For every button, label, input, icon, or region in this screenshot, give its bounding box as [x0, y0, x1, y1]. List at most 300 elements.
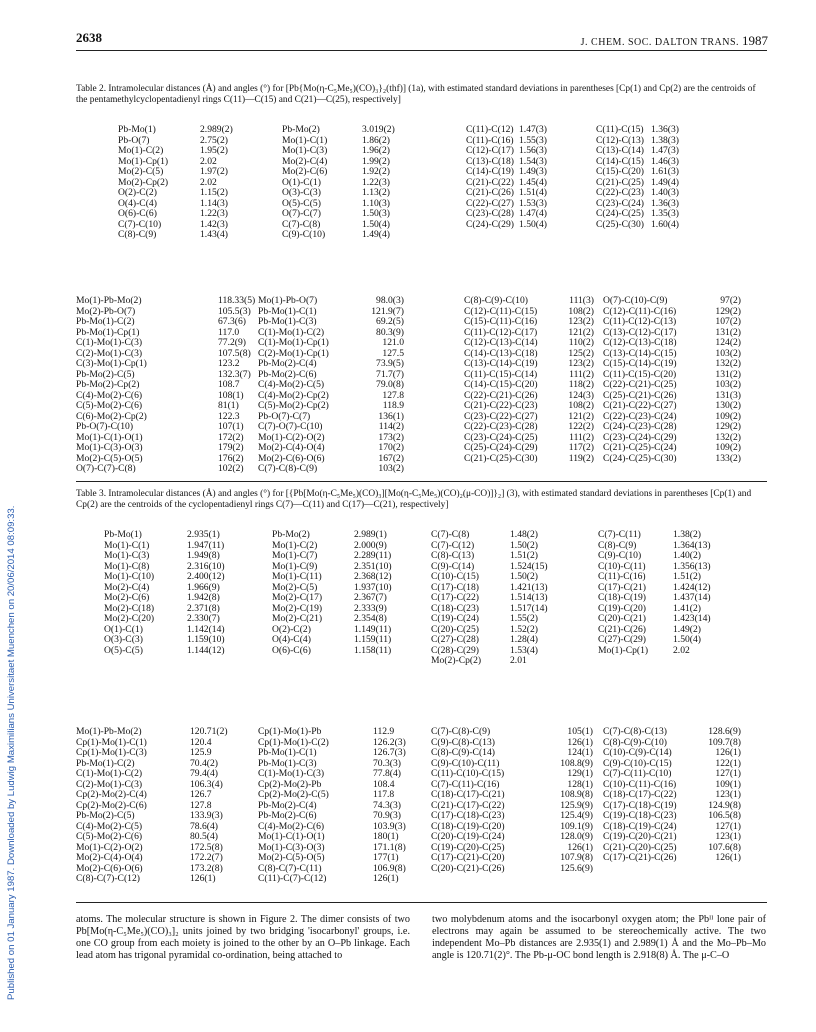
t3-angle-label: C(8)-C(9)-C(10) — [603, 736, 667, 748]
t2-dist-label: C(22)-C(27) — [466, 197, 514, 209]
t2-dist-value: 1.61(3) — [651, 166, 679, 177]
t2-angle-value: 167(2) — [378, 452, 404, 464]
t2-angle-value: 118.9 — [382, 400, 404, 411]
t2-angle-value: 98.0(3) — [376, 295, 404, 306]
t2-dist-label: O(4)-C(4) — [118, 197, 157, 209]
t3-angle-label: Pb-Mo(1)-C(3) — [258, 757, 317, 769]
t2-angle-label: Mo(1)-C(2)-O(2) — [258, 431, 325, 443]
t2-angle-value: 103(2) — [715, 347, 741, 359]
t3-dist-value: 1.158(11) — [354, 644, 392, 656]
t3-angle-label: C(10)-C(11)-C(16) — [603, 778, 677, 790]
t3-angle-value: 107.9(8) — [560, 852, 593, 863]
t2-dist-label: C(24)-C(29) — [466, 218, 514, 230]
t3-dist-label: O(2)-C(2) — [272, 623, 311, 635]
t2-angle-value: 119(2) — [568, 452, 594, 464]
t3-dist-label: Mo(1)-C(1) — [104, 539, 150, 551]
t3-angle-value: 128.0(9) — [560, 831, 593, 842]
t2-dist-value: 1.96(2) — [362, 145, 390, 156]
t3-dist-value: 1.49(2) — [673, 623, 701, 635]
t2-dist-value: 1.92(2) — [362, 166, 390, 177]
t3-dist-value: 1.53(4) — [510, 644, 538, 656]
t3-dist-value: 1.947(11) — [187, 539, 225, 551]
t3-dist-value: 1.142(14) — [187, 623, 225, 635]
t2-dist-label: O(7)-C(7) — [282, 208, 321, 219]
t2-angle-value: 129(2) — [715, 305, 741, 317]
t2-angle-label: C(3)-Mo(1)-Cp(1) — [76, 358, 147, 369]
t3-dist-value: 1.28(4) — [510, 634, 538, 645]
t3-angle-value: 70.9(3) — [373, 810, 401, 821]
t3-dist-value: 1.40(2) — [673, 550, 701, 561]
t3-dist-label: Mo(1)-C(11) — [272, 571, 322, 582]
t2-dist-label: C(14)-C(15) — [596, 155, 644, 167]
t2-dist-value: 1.97(2) — [200, 166, 228, 177]
t2-dist-value: 1.49(4) — [362, 229, 390, 240]
t2-angle-label: Mo(1)-C(1)-O(1) — [76, 431, 143, 443]
t2-angle-label: C(11)-C(15)-C(20) — [603, 368, 677, 380]
t2-angle-label: Pb-Mo(1)-Cp(1) — [76, 326, 140, 338]
t3-angle-value: 126(1) — [715, 747, 741, 758]
t2-dist-label: Mo(2)-C(6) — [282, 166, 328, 177]
t2-angle-label: C(24)-C(25)-C(30) — [603, 452, 677, 464]
t2-angle-value: 114(2) — [378, 421, 404, 432]
t3-angle-value: 108.9(8) — [560, 789, 593, 800]
t2-dist-value: 1.45(4) — [519, 176, 547, 188]
t3-angle-label: C(18)-C(17)-C(21) — [431, 789, 505, 800]
t2-angle-value: 123(2) — [568, 358, 594, 369]
t2-dist-value: 1.36(3) — [651, 124, 679, 135]
t2-angle-label: C(24)-C(23)-C(28) — [603, 421, 677, 432]
journal-name: J. CHEM. SOC. DALTON TRANS. — [580, 37, 739, 48]
t2-dist-label: Mo(1)-C(3) — [282, 145, 328, 156]
t2-angle-value: 132(2) — [715, 431, 741, 443]
t3-dist-label: C(19)-C(20) — [598, 602, 646, 614]
t2-angle-value: 109(2) — [715, 442, 741, 453]
t2-angle-label: C(11)-C(12)-C(13) — [603, 316, 677, 327]
t2-dist-label: O(5)-C(5) — [282, 197, 321, 209]
t2-angle-value: 97(2) — [720, 295, 741, 306]
t3-angle-label: Mo(2)-C(4)-O(4) — [76, 852, 143, 863]
t2-dist-label: C(12)-C(13) — [596, 134, 644, 146]
t2-dist-value: 3.019(2) — [362, 124, 395, 135]
t3-dist-label: C(7)-C(12) — [431, 539, 475, 551]
t3-angle-value: 125.9 — [190, 747, 212, 758]
t2-angle-label: C(12)-C(11)-C(16) — [603, 305, 677, 317]
t3-angle-label: C(19)-C(20)-C(21) — [603, 831, 677, 842]
t3-angle-label: C(7)-C(8)-C(13) — [603, 726, 667, 737]
t2-angle-value: 71.7(7) — [376, 368, 404, 380]
t2-angle-value: 107.5(8) — [218, 347, 251, 359]
t3-dist-label: Mo(1)-Cp(1) — [598, 644, 649, 656]
t3-angle-label: C(17)-C(21)-C(26) — [603, 852, 677, 863]
t3-angle-label: C(8)-C(7)-C(11) — [258, 862, 322, 874]
t2-angle-label: C(15)-C(14)-C(19) — [603, 358, 677, 369]
t3-angle-label: Cp(1)-Mo(1)-C(1) — [76, 736, 147, 748]
t3-dist-label: Mo(1)-C(7) — [272, 550, 318, 561]
t3-angle-label: C(10)-C(9)-C(14) — [603, 747, 672, 758]
t2-angle-label: C(22)-C(21)-C(26) — [464, 389, 538, 401]
t2-dist-label: C(13)-C(18) — [466, 155, 514, 167]
t3-dist-label: C(7)-C(8) — [431, 529, 470, 540]
t2-angle-label: Mo(2)-C(4)-O(4) — [258, 442, 325, 453]
t3-dist-value: 1.517(14) — [510, 602, 548, 614]
t2-angle-label: C(13)-C(14)-C(15) — [603, 347, 677, 359]
t2-angle-value: 125(2) — [568, 347, 594, 359]
t2-angle-value: 121.0 — [382, 337, 404, 348]
t3-angle-value: 180(1) — [373, 831, 399, 842]
t2-angle-label: Pb-Mo(2)-C(6) — [258, 368, 317, 380]
t2-dist-label: C(12)-C(17) — [466, 145, 514, 156]
t3-dist-value: 1.421(13) — [510, 581, 548, 593]
t3-angle-value: 108.4 — [373, 778, 395, 790]
t2-dist-value: 1.22(3) — [200, 208, 228, 219]
t2-angle-label: Mo(1)-C(3)-O(3) — [76, 442, 143, 453]
t2-angle-value: 124(2) — [715, 337, 741, 348]
t3-dist-value: 1.437(14) — [673, 592, 711, 603]
t2-angle-value: 123(2) — [568, 316, 594, 327]
t2-angle-label: C(6)-Mo(2)-Cp(2) — [76, 410, 147, 422]
t3-angle-label: C(4)-Mo(2)-C(5) — [76, 820, 143, 832]
t2-dist-value: 1.42(3) — [200, 218, 228, 230]
t3-angle-label: Mo(2)-C(6)-O(6) — [76, 862, 143, 874]
t2-angle-label: C(7)-O(7)-C(10) — [258, 421, 323, 432]
t2-dist-label: C(11)-C(12) — [466, 124, 514, 135]
t3-angle-value: 79.4(4) — [190, 768, 218, 779]
t2-dist-value: 1.15(2) — [200, 187, 228, 198]
t3-dist-label: C(27)-C(29) — [598, 634, 646, 645]
t3-dist-value: 1.356(13) — [673, 560, 711, 572]
table2-bottom-rule — [76, 481, 767, 482]
t2-dist-value: 1.36(3) — [651, 197, 679, 209]
t3-angle-value: 80.5(4) — [190, 831, 218, 842]
t3-angle-value: 123(1) — [715, 831, 741, 842]
t3-dist-value: 1.38(2) — [673, 529, 701, 540]
t2-angle-label: Pb-Mo(2)-C(4) — [258, 358, 317, 369]
t3-dist-value: 2.935(1) — [187, 529, 220, 540]
t2-dist-value: 1.14(3) — [200, 197, 228, 209]
t3-dist-label: Mo(2)-C(18) — [104, 602, 155, 614]
t3-angle-value: 171.1(8) — [373, 841, 406, 853]
t3-angle-label: C(11)-C(10)-C(15) — [431, 768, 505, 779]
t3-dist-label: C(10)-C(11) — [598, 560, 646, 572]
t3-dist-value: 1.52(2) — [510, 623, 538, 635]
t3-dist-label: Mo(2)-Cp(2) — [431, 655, 482, 666]
t3-angle-label: C(21)-C(17)-C(22) — [431, 799, 505, 811]
t2-angle-value: 77.2(9) — [218, 337, 246, 348]
t2-dist-label: O(2)-C(2) — [118, 187, 157, 198]
t3-angle-value: 103.9(3) — [373, 820, 406, 832]
t2-dist-label: C(21)-C(22) — [466, 176, 514, 188]
t3-angle-value: 122(1) — [715, 757, 741, 769]
t2-dist-label: Pb-O(7) — [118, 134, 150, 146]
t2-angle-value: 73.9(5) — [376, 358, 404, 369]
t2-dist-label: C(15)-C(20) — [596, 166, 644, 177]
t2-angle-value: 108.7 — [218, 379, 240, 390]
t3-dist-value: 2.333(9) — [354, 602, 387, 614]
t2-angle-label: C(12)-C(11)-C(15) — [464, 305, 538, 317]
t2-angle-label: C(13)-C(12)-C(17) — [603, 326, 677, 338]
t3-dist-value: 1.423(14) — [673, 613, 711, 624]
t2-angle-label: C(14)-C(13)-C(18) — [464, 347, 538, 359]
t3-angle-label: C(18)-C(19)-C(20) — [431, 820, 505, 832]
t2-dist-label: C(25)-C(30) — [596, 218, 644, 230]
t3-dist-value: 2.289(11) — [354, 550, 392, 561]
t3-dist-value: 2.371(8) — [187, 602, 220, 614]
t2-dist-value: 2.989(2) — [200, 124, 233, 135]
t2-angle-label: C(23)-C(22)-C(27) — [464, 410, 538, 422]
t3-angle-value: 172.5(8) — [190, 841, 223, 853]
t2-angle-value: 124(3) — [568, 389, 594, 401]
t3-angle-label: C(19)-C(18)-C(23) — [603, 810, 677, 821]
t2-angle-label: C(21)-C(22)-C(23) — [464, 400, 538, 411]
t2-dist-value: 1.38(3) — [651, 134, 679, 146]
t2-dist-label: C(13)-C(14) — [596, 145, 644, 156]
t3-angle-value: 70.3(3) — [373, 757, 401, 769]
t2-dist-label: Mo(1)-Cp(1) — [118, 155, 169, 167]
t3-angle-label: Cp(1)-Mo(1)-C(3) — [76, 747, 147, 758]
t3-dist-label: Mo(2)-C(4) — [104, 581, 150, 593]
t3-dist-value: 1.50(2) — [510, 571, 538, 582]
t2-angle-label: C(11)-C(12)-C(17) — [464, 326, 538, 338]
t3-angle-label: C(7)-C(11)-C(16) — [431, 778, 500, 790]
t2-angle-value: 121.9(7) — [371, 305, 404, 317]
t2-dist-value: 2.02 — [200, 155, 217, 167]
t2-angle-value: 109(2) — [715, 410, 741, 422]
t2-dist-label: C(21)-C(26) — [466, 187, 514, 198]
t2-angle-value: 122(2) — [568, 421, 594, 432]
t3-angle-value: 112.9 — [373, 726, 395, 737]
t3-angle-label: Pb-Mo(1)-C(2) — [76, 757, 135, 769]
t2-angle-value: 108(2) — [568, 305, 594, 317]
t2-dist-value: 2.75(2) — [200, 134, 228, 146]
t3-angle-label: C(18)-C(19)-C(24) — [603, 820, 677, 832]
t2-angle-value: 103(2) — [378, 463, 404, 474]
t2-dist-label: Mo(2)-C(5) — [118, 166, 164, 177]
page-number: 2638 — [76, 30, 102, 45]
t2-angle-label: C(1)-Mo(1)-C(3) — [76, 337, 143, 348]
t2-angle-value: 118(2) — [568, 379, 594, 390]
t2-angle-label: Mo(2)-C(5)-O(5) — [76, 452, 143, 464]
t2-dist-label: O(6)-C(6) — [118, 208, 157, 219]
t3-angle-label: C(11)-C(7)-C(12) — [258, 873, 327, 884]
t3-angle-value: 108.8(9) — [560, 757, 593, 769]
t2-dist-value: 1.47(4) — [519, 208, 547, 219]
t3-dist-label: C(17)-C(21) — [598, 581, 646, 593]
t3-angle-value: 126.7 — [190, 789, 212, 800]
t2-dist-label: C(11)-C(15) — [596, 124, 644, 135]
t2-angle-value: 81(1) — [218, 400, 239, 411]
t3-angle-label: C(17)-C(18)-C(23) — [431, 810, 505, 821]
t3-dist-value: 2.000(9) — [354, 539, 387, 551]
t3-dist-value: 1.942(8) — [187, 592, 220, 603]
t2-angle-value: 105.5(3) — [218, 305, 251, 317]
t3-dist-label: Mo(2)-C(6) — [104, 592, 150, 603]
t3-dist-value: 1.524(15) — [510, 560, 548, 572]
t3-dist-label: C(18)-C(19) — [598, 592, 646, 603]
t2-angle-value: 170(2) — [378, 442, 404, 453]
download-notice[interactable]: Published on 01 January 1987. Downloaded by Ludwig Maximilians Universitaet Muenchen on 20/06/2014 08:09:33. — [6, 505, 17, 1000]
t3-angle-label: C(4)-Mo(2)-C(6) — [258, 820, 325, 832]
t2-dist-value: 1.54(3) — [519, 155, 547, 167]
t2-dist-value: 1.10(3) — [362, 197, 390, 209]
t2-dist-value: 1.50(3) — [362, 208, 390, 219]
t3-dist-label: O(6)-C(6) — [272, 644, 311, 656]
t3-dist-value: 1.41(2) — [673, 602, 701, 614]
body-text-left: atoms. The molecular structure is shown in Figure 2. The dimer consists of two Pb[Mo(η-C₅Me₅)(CO)₃]₂ units joined by two bridging 'isocarbonyl' groups, i.e. one CO group from each moiety is joined to the other by an O–Pb linkage. Each lead atom has trigonal pyramidal co-ordination, being attached to — [76, 914, 410, 961]
t3-angle-value: 129(1) — [567, 768, 593, 779]
t3-angle-value: 105(1) — [567, 726, 593, 737]
t3-angle-label: Cp(2)-Mo(2)-C(4) — [76, 789, 147, 800]
t3-dist-label: Mo(1)-C(3) — [104, 550, 150, 561]
t2-angle-label: C(22)-C(21)-C(25) — [603, 379, 677, 390]
journal-header — [581, 33, 768, 49]
t3-dist-label: C(17)-C(18) — [431, 581, 479, 593]
t2-angle-label: C(21)-C(25)-C(30) — [464, 452, 538, 464]
t3-dist-label: Mo(2)-C(20) — [104, 613, 155, 624]
t2-angle-label: Mo(2)-Pb-O(7) — [76, 305, 136, 317]
t2-dist-value: 1.56(3) — [519, 145, 547, 156]
t2-angle-label: Pb-Mo(2)-Cp(2) — [76, 379, 140, 390]
t3-dist-value: 2.354(8) — [354, 613, 387, 624]
t3-dist-label: C(19)-C(24) — [431, 613, 479, 624]
t2-dist-label: C(8)-C(9) — [118, 229, 157, 240]
t2-angle-value: 132.3(7) — [218, 368, 251, 380]
t3-angle-label: C(1)-Mo(1)-C(3) — [258, 768, 325, 779]
t2-angle-label: Pb-O(7)-C(10) — [76, 421, 134, 432]
t3-angle-value: 124(1) — [567, 747, 593, 758]
t3-dist-value: 1.144(12) — [187, 644, 225, 656]
t2-angle-label: C(22)-C(23)-C(24) — [603, 410, 677, 422]
table3-caption: Table 3. Intramolecular distances (Å) and angles (°) for [{Pb[Mo(η-C₅Me₅)(CO)₃][Mo(η-C₅Me₅)(CO)₂(μ-CO)]}₂] (3), with estimated standard deviations in parentheses [Cp(1) and Cp(2) are the centroids of the cyclopentadienyl rings C(7)—C(11) and C(17)—C(21), respectively] — [76, 489, 752, 510]
t3-angle-label: Pb-Mo(2)-C(4) — [258, 799, 317, 811]
t2-angle-value: 123.2 — [218, 358, 240, 369]
t2-dist-label: Pb-Mo(2) — [282, 124, 320, 135]
t3-dist-label: C(7)-C(11) — [598, 529, 641, 540]
t3-dist-label: C(11)-C(16) — [598, 571, 646, 582]
t2-angle-value: 103(2) — [715, 379, 741, 390]
t2-dist-label: C(9)-C(10) — [282, 229, 326, 240]
t3-dist-value: 2.316(10) — [187, 560, 225, 572]
t2-angle-value: 107(2) — [715, 316, 741, 327]
t3-angle-label: Mo(1)-C(2)-O(2) — [76, 841, 143, 853]
t2-angle-label: C(13)-C(14)-C(19) — [464, 358, 538, 369]
t2-dist-label: Mo(1)-C(2) — [118, 145, 164, 156]
t2-dist-value: 1.40(3) — [651, 187, 679, 198]
t3-angle-value: 126(1) — [373, 873, 399, 884]
t2-dist-value: 1.60(4) — [651, 218, 679, 230]
t3-angle-label: Mo(1)-C(3)-O(3) — [258, 841, 325, 853]
t3-angle-value: 74.3(3) — [373, 799, 401, 811]
t2-angle-label: C(14)-C(15)-C(20) — [464, 379, 538, 390]
t2-dist-label: C(22)-C(23) — [596, 187, 644, 198]
t3-dist-value: 1.55(2) — [510, 613, 538, 624]
t3-dist-value: 1.966(9) — [187, 581, 220, 593]
t3-dist-value: 2.989(1) — [354, 529, 387, 540]
t2-angle-label: Mo(2)-C(6)-O(6) — [258, 452, 325, 464]
t3-angle-value: 173.2(8) — [190, 862, 223, 874]
t3-angle-label: Cp(2)-Mo(2)-C(6) — [76, 799, 147, 811]
t2-angle-label: Mo(1)-Pb-O(7) — [258, 295, 318, 306]
t2-angle-label: C(7)-C(8)-C(9) — [258, 463, 318, 474]
t3-dist-label: Mo(2)-C(21) — [272, 613, 323, 624]
t3-angle-value: 78.6(4) — [190, 820, 218, 832]
t3-dist-label: Mo(2)-C(5) — [272, 581, 318, 593]
t3-dist-label: C(9)-C(14) — [431, 560, 475, 572]
t2-angle-value: 122.3 — [218, 410, 240, 422]
t2-angle-value: 133(2) — [715, 452, 741, 464]
t2-angle-label: Pb-Mo(1)-C(3) — [258, 316, 317, 327]
t3-angle-label: Mo(2)-C(5)-O(5) — [258, 852, 325, 863]
t3-dist-label: Mo(1)-C(8) — [104, 560, 150, 572]
t3-angle-value: 126(1) — [715, 852, 741, 863]
t3-dist-label: Pb-Mo(1) — [104, 529, 142, 540]
t2-angle-label: C(21)-C(25)-C(24) — [603, 442, 677, 453]
t3-dist-value: 1.50(4) — [673, 634, 701, 645]
t2-dist-label: O(3)-C(3) — [282, 187, 321, 198]
t3-angle-label: Pb-Mo(2)-C(5) — [76, 810, 135, 821]
t2-dist-label: Mo(2)-Cp(2) — [118, 176, 169, 188]
header-rule — [76, 50, 767, 51]
t3-angle-value: 126(1) — [567, 736, 593, 748]
t2-angle-value: 67.3(6) — [218, 316, 246, 327]
t2-dist-value: 1.50(4) — [519, 218, 547, 230]
t2-angle-label: C(1)-Mo(1)-C(2) — [258, 326, 325, 338]
t2-dist-value: 1.99(2) — [362, 155, 390, 167]
t3-angle-value: 125.6(9) — [560, 862, 593, 874]
t3-dist-value: 1.514(13) — [510, 592, 548, 603]
t3-angle-value: 117.8 — [373, 789, 395, 800]
t2-angle-value: 130(2) — [715, 400, 741, 411]
t2-dist-value: 1.51(4) — [519, 187, 547, 198]
t2-angle-label: C(4)-Mo(2)-Cp(2) — [258, 389, 329, 401]
t2-angle-label: Pb-O(7)-C(7) — [258, 410, 311, 422]
t2-angle-value: 80.3(9) — [376, 326, 404, 338]
t2-angle-value: 131(2) — [715, 326, 741, 338]
t3-angle-label: C(9)-C(10)-C(11) — [431, 757, 500, 769]
t3-angle-value: 124.9(8) — [708, 799, 741, 811]
t2-dist-value: 1.35(3) — [651, 208, 679, 219]
t2-angle-label: C(4)-Mo(2)-C(5) — [258, 379, 325, 390]
t3-dist-label: C(27)-C(28) — [431, 634, 479, 645]
t3-angle-value: 109(1) — [715, 778, 741, 790]
t3-angle-value: 125.9(9) — [560, 799, 593, 811]
t2-angle-label: Mo(1)-Pb-Mo(2) — [76, 295, 142, 306]
t2-dist-value: 1.13(2) — [362, 187, 390, 198]
t2-angle-label: C(23)-C(24)-C(25) — [464, 431, 538, 443]
t3-dist-value: 2.400(12) — [187, 571, 225, 582]
t3-dist-value: 2.351(10) — [354, 560, 392, 572]
t2-angle-label: O(7)-C(7)-C(8) — [76, 463, 136, 474]
t3-dist-value: 1.364(13) — [673, 539, 711, 551]
t3-angle-label: C(2)-Mo(1)-C(3) — [76, 778, 143, 790]
t3-dist-value: 2.367(7) — [354, 592, 387, 603]
t3-dist-label: C(18)-C(23) — [431, 602, 479, 614]
t3-angle-value: 109.7(8) — [708, 736, 741, 748]
t3-dist-value: 1.50(2) — [510, 539, 538, 551]
t3-angle-value: 106.5(8) — [708, 810, 741, 821]
t2-angle-label: C(21)-C(22)-C(27) — [603, 400, 677, 411]
t2-dist-value: 1.53(3) — [519, 197, 547, 209]
t3-dist-label: C(28)-C(29) — [431, 644, 479, 656]
t3-dist-value: 1.51(2) — [510, 550, 538, 561]
t3-angle-value: 109.1(9) — [560, 820, 593, 832]
t3-angle-label: Pb-Mo(2)-C(6) — [258, 810, 317, 821]
t2-angle-value: 110(2) — [568, 337, 594, 348]
t3-angle-label: Cp(2)-Mo(2)-C(5) — [258, 789, 329, 800]
t3-angle-value: 106.3(4) — [190, 778, 223, 790]
t2-angle-label: C(8)-C(9)-C(10) — [464, 295, 528, 306]
t3-angle-value: 128.6(9) — [708, 726, 741, 737]
t2-angle-label: C(25)-C(24)-C(29) — [464, 442, 538, 453]
